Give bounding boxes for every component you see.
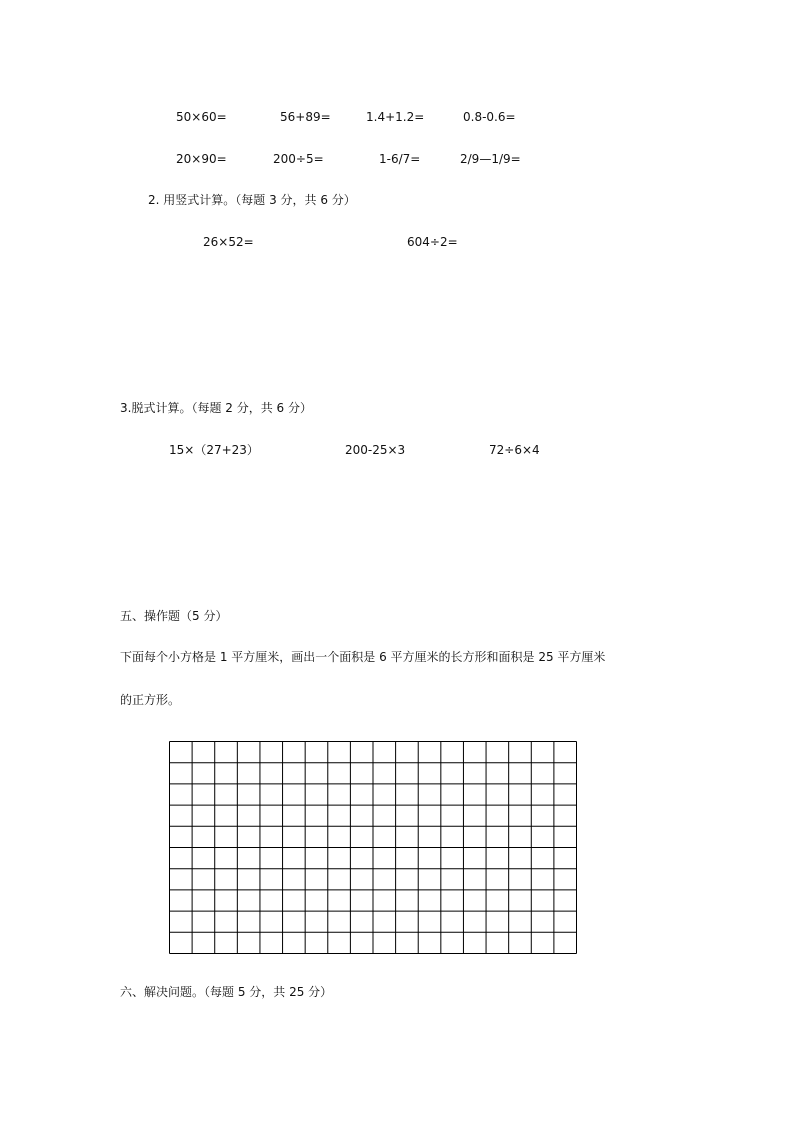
oral-calc-r2-c1: 20×90= bbox=[176, 152, 227, 166]
section-5-instruction-line-2: 的正方形。 bbox=[120, 693, 181, 707]
vertical-calc-problem-1: 26×52= bbox=[203, 235, 254, 249]
section-6-heading: 六、解决问题。（每题 5 分，共 25 分） bbox=[120, 985, 333, 999]
section-5-heading: 五、操作题（5 分） bbox=[120, 609, 228, 623]
step-calc-heading: 3.脱式计算。（每题 2 分，共 6 分） bbox=[120, 401, 312, 415]
oral-calc-r2-c4: 2/9—1/9= bbox=[460, 152, 521, 166]
section-5-instruction-line-1: 下面每个小方格是 1 平方厘米，画出一个面积是 6 平方厘米的长方形和面积是 25 平方厘米 bbox=[120, 650, 606, 664]
vertical-calc-problem-2: 604÷2= bbox=[407, 235, 458, 249]
oral-calc-r1-c1: 50×60= bbox=[176, 110, 227, 124]
step-calc-problem-1: 15×（27+23） bbox=[169, 443, 259, 457]
vertical-calc-heading: 2. 用竖式计算。（每题 3 分，共 6 分） bbox=[148, 193, 356, 207]
square-grid bbox=[169, 741, 577, 954]
grid-svg bbox=[169, 741, 577, 954]
oral-calc-r1-c4: 0.8-0.6= bbox=[463, 110, 516, 124]
oral-calc-r1-c3: 1.4+1.2= bbox=[366, 110, 425, 124]
oral-calc-r2-c2: 200÷5= bbox=[273, 152, 324, 166]
step-calc-problem-2: 200-25×3 bbox=[345, 443, 406, 457]
step-calc-problem-3: 72÷6×4 bbox=[489, 443, 540, 457]
oral-calc-r1-c2: 56+89= bbox=[280, 110, 331, 124]
oral-calc-r2-c3: 1-6/7= bbox=[379, 152, 421, 166]
